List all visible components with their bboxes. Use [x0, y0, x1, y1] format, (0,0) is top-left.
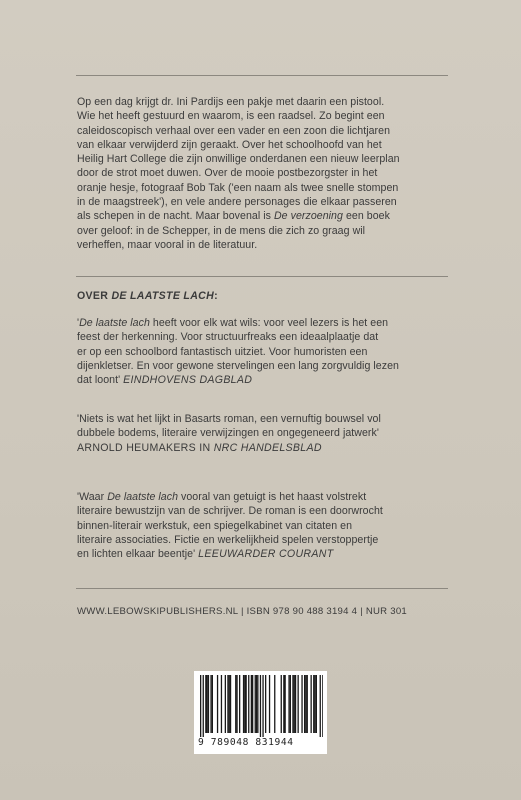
barcode-bar: [290, 675, 291, 733]
barcode-bar: [320, 675, 321, 737]
barcode-bar: [304, 675, 305, 733]
bottom-divider: [76, 588, 448, 589]
review-quote-3: [77, 490, 457, 561]
synopsis-line: van elkaar verwijderd zijn geraakt. Over het schoolhoofd van het: [77, 138, 382, 151]
barcode-bar: [265, 675, 266, 733]
quote-mark: ': [77, 317, 80, 329]
reviews-heading-colon: :: [214, 290, 218, 302]
barcode-bar: [307, 675, 308, 733]
barcode-bar: [221, 675, 222, 733]
publisher-info: [77, 606, 407, 617]
synopsis-line: Wie het heeft gestuurd en waarom, is een raadsel. Zo begint een: [77, 110, 385, 123]
review-quote-2: [77, 412, 457, 455]
barcode-bar: [311, 675, 312, 733]
top-divider: [76, 75, 448, 76]
isbn-number: ISBN 978 90 488 3194 4: [246, 606, 358, 617]
book-title-italic: De verzoening: [273, 210, 343, 223]
middle-divider: [76, 276, 448, 277]
quote-line: literaire associaties. Fictie en werkelijkheid spelen verstoppertje: [77, 533, 379, 546]
barcode-bar: [269, 675, 270, 733]
barcode-bar: [305, 675, 306, 733]
barcode-bar: [314, 675, 315, 733]
synopsis-line: Heilig Hart College die zijn onwillige onderdanen een nieuw leerplan: [77, 153, 400, 166]
synopsis-line: verheffen, maar vooral in de literatuur.: [77, 238, 258, 251]
barcode: [194, 671, 327, 754]
barcode-bar: [256, 675, 257, 733]
synopsis-line: door de strot moet duwen. Over de mooie postbezorgster in het: [77, 167, 378, 180]
barcode-bar: [285, 675, 286, 733]
quote-line: dijenkletser. En voor gewone stervelingen een lang zorgvuldig lezen: [77, 359, 399, 372]
quote-text: dat loont': [77, 374, 121, 387]
barcode-bar: [229, 675, 230, 733]
quote-line: [77, 547, 457, 561]
barcode-bar: [274, 675, 275, 733]
quote-text: en lichten elkaar beentje': [77, 548, 196, 561]
barcode-bar: [207, 675, 208, 733]
nur-code: NUR 301: [365, 606, 408, 617]
quote-source-author: ARNOLD HEUMAKERS IN: [77, 441, 214, 454]
barcode-bar: [227, 675, 228, 733]
reviews-heading-title: DE LAATSTE LACH: [111, 290, 215, 302]
barcode-bar: [283, 675, 284, 733]
barcode-bar: [322, 675, 323, 737]
quote-line: literaire bewustzijn van de schrijver. De roman is een doorwrocht: [77, 505, 383, 518]
reviews-heading: [77, 290, 218, 302]
barcode-bar: [292, 675, 293, 733]
barcode-bars: [198, 675, 323, 737]
barcode-bar: [217, 675, 218, 733]
quote-line: [77, 490, 457, 504]
synopsis-line: [77, 209, 457, 223]
quote-source-paper: NRC HANDELSBLAD: [213, 441, 322, 454]
barcode-bar: [294, 675, 295, 733]
synopsis-line: over geloof: in de Schepper, in de mens die zich zo graag wil: [77, 224, 366, 237]
synopsis-text: [77, 95, 457, 252]
barcode-bar: [281, 675, 282, 733]
quote-source: LEEUWARDER COURANT: [198, 548, 334, 561]
quote-text: vooral van getuigt is het haast volstrekt: [178, 491, 367, 503]
barcode-bar: [301, 675, 302, 733]
quote-line: feest der herkenning. Voor structuurfreaks een ideaalplaatje dat: [77, 331, 379, 344]
barcode-bar: [316, 675, 317, 733]
synopsis-line-start: als schepen in de nacht. Maar bovenal is: [77, 210, 271, 223]
barcode-bar: [295, 675, 296, 733]
quote-source: EINDHOVENS DAGBLAD: [123, 374, 253, 387]
barcode-bar: [205, 675, 206, 733]
barcode-bar: [203, 675, 204, 737]
synopsis-line: Op een dag krijgt dr. Ini Pardijs een pakje met daarin een pistool.: [77, 96, 385, 108]
barcode-bar: [225, 675, 226, 733]
barcode-bar: [208, 675, 209, 733]
barcode-bar: [235, 675, 236, 733]
quote-line: 'Niets is wat het lijkt in Basarts roman, een vernuftig bouwsel vol: [77, 413, 381, 425]
review-quote-1: [77, 316, 457, 387]
barcode-bar: [212, 675, 213, 733]
quote-text: 'Waar: [77, 491, 108, 503]
barcode-bar: [260, 675, 261, 737]
quoted-title: De laatste lach: [107, 491, 179, 503]
barcode-bar: [251, 675, 252, 733]
quote-source: [77, 441, 457, 455]
synopsis-line: caleidoscopisch verhaal over een vader en een zoon die lichtjaren: [77, 124, 391, 137]
quote-line: [77, 316, 457, 330]
quote-text: heeft voor elk wat wils: voor veel lezers is het een: [149, 317, 389, 329]
quote-line: [77, 373, 457, 387]
quoted-title: De laatste lach: [79, 317, 150, 329]
barcode-bar: [236, 675, 237, 733]
barcode-bar: [246, 675, 247, 733]
barcode-bar: [298, 675, 299, 733]
barcode-bar: [257, 675, 258, 733]
quote-line: binnen-literair werkstuk, een spiegelkabinet van citaten en: [77, 519, 353, 532]
barcode-bar: [230, 675, 231, 733]
synopsis-line: oranje hesje, fotograaf Bob Tak ('een naam als twee snelle stompen: [77, 181, 399, 194]
barcode-bar: [244, 675, 245, 733]
barcode-bar: [243, 675, 244, 733]
barcode-bar: [313, 675, 314, 733]
separator: |: [240, 606, 244, 617]
barcode-digits: 9 789048 831944: [198, 737, 294, 748]
barcode-bar: [239, 675, 240, 733]
barcode-bar: [200, 675, 201, 737]
reviews-heading-text: OVER: [77, 290, 112, 302]
synopsis-line-end: een boek: [345, 210, 390, 223]
barcode-bar: [255, 675, 256, 733]
barcode-bar: [252, 675, 253, 733]
barcode-bar: [262, 675, 263, 737]
barcode-bar: [210, 675, 211, 733]
synopsis-line: in de maagstreek'), en vele andere personages die elkaar passeren: [77, 196, 397, 209]
quote-line: dubbele bodems, literaire verwijzingen en ongegeneerd jatwerk': [77, 427, 379, 440]
separator: |: [360, 606, 363, 617]
publisher-website: WWW.LEBOWSKIPUBLISHERS.NL: [77, 606, 239, 617]
barcode-bar: [288, 675, 289, 733]
barcode-bar: [248, 675, 249, 733]
quote-line: er op een schoolbord fantastisch uitziet. Voor humoristen een: [77, 345, 368, 358]
